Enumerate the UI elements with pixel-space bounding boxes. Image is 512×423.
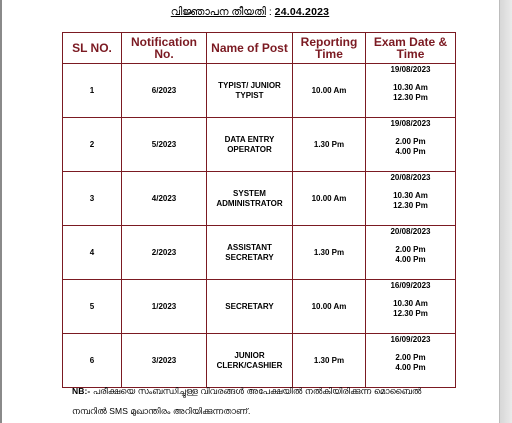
table-header-row [63,33,456,64]
note-prefix: NB:- [72,386,91,396]
note-line-1 [72,381,472,401]
exam-end-time: 4.00 Pm [395,254,426,264]
column-header-sl-no: SL NO. [63,33,122,64]
reporting-time-cell: 1.30 Pm [293,118,366,172]
note-line-1-text: പരീക്ഷയെ സംബന്ധിച്ചുള്ള വിവരങ്ങൾ അപേക്ഷയിൽ നൽകിയിരിക്കുന്ന മൊബൈൽ [92,386,422,396]
reporting-time-cell: 10.00 Am [293,280,366,334]
notification-date-label: വിജ്ഞാപന തീയതി [170,6,266,18]
reporting-time-cell: 10.00 Am [293,64,366,118]
post-name-cell: JUNIOR CLERK/CASHIER [207,334,293,388]
reporting-time-cell: 1.30 Pm [293,226,366,280]
notification-no-cell: 2/2023 [122,226,207,280]
notification-no-cell: 3/2023 [122,334,207,388]
exam-end-time: 4.00 Pm [395,362,426,372]
exam-date: 19/08/2023 [390,65,431,74]
exam-date: 20/08/2023 [390,173,431,182]
sl-no-cell: 4 [63,226,122,280]
table-row [63,64,456,118]
exam-date-time-cell [366,64,456,118]
note-text [72,381,472,421]
exam-date-time-cell [366,334,456,388]
sl-no-cell: 6 [63,334,122,388]
exam-start-time: 10.30 Am [393,299,428,308]
column-header-name-of-post: Name of Post [207,33,293,64]
post-name-cell: SYSTEM ADMINISTRATOR [207,172,293,226]
exam-date-time-cell [366,226,456,280]
table-row [63,334,456,388]
sl-no-cell: 3 [63,172,122,226]
exam-schedule-table [62,32,456,388]
sl-no-cell: 1 [63,64,122,118]
notification-no-cell: 4/2023 [122,172,207,226]
table-row [63,118,456,172]
sl-no-cell: 5 [63,280,122,334]
viewer-scrollbar[interactable] [499,0,512,423]
column-header-reporting-time: Reporting Time [293,33,366,64]
exam-date: 16/09/2023 [390,335,431,344]
viewer-left-edge [0,0,2,423]
sl-no-cell: 2 [63,118,122,172]
exam-start-time: 2.00 Pm [395,353,426,362]
notification-no-cell: 5/2023 [122,118,207,172]
exam-end-time: 12.30 Pm [393,92,428,102]
exam-end-time: 12.30 Pm [393,200,428,210]
exam-date: 20/08/2023 [390,227,431,236]
table-row [63,280,456,334]
exam-start-time: 10.30 Am [393,191,428,200]
notification-no-cell: 1/2023 [122,280,207,334]
post-name-cell: TYPIST/ JUNIOR TYPIST [207,64,293,118]
exam-date: 16/09/2023 [390,281,431,290]
reporting-time-cell: 10.00 Am [293,172,366,226]
reporting-time-cell: 1.30 Pm [293,334,366,388]
exam-end-time: 12.30 Pm [393,308,428,318]
exam-start-time: 2.00 Pm [395,137,426,146]
notification-date-value: 24.04.2023 [274,6,330,18]
table-row [63,172,456,226]
notification-no-cell: 6/2023 [122,64,207,118]
post-name-cell: DATA ENTRY OPERATOR [207,118,293,172]
exam-date-time-cell [366,118,456,172]
table-row [63,226,456,280]
post-name-cell: SECRETARY [207,280,293,334]
note-line-2: നമ്പറിൽ SMS മുഖാന്തിരം അറിയിക്കുന്നതാണ്. [72,406,251,416]
exam-start-time: 2.00 Pm [395,245,426,254]
exam-end-time: 4.00 Pm [395,146,426,156]
exam-start-time: 10.30 Am [393,83,428,92]
column-header-exam-date-time: Exam Date & Time [366,33,456,64]
notification-date-separator: : [268,6,272,18]
notification-date-header [0,5,500,19]
exam-date: 19/08/2023 [390,119,431,128]
post-name-cell: ASSISTANT SECRETARY [207,226,293,280]
exam-date-time-cell [366,280,456,334]
column-header-notification-no: Notification No. [122,33,207,64]
exam-date-time-cell [366,172,456,226]
